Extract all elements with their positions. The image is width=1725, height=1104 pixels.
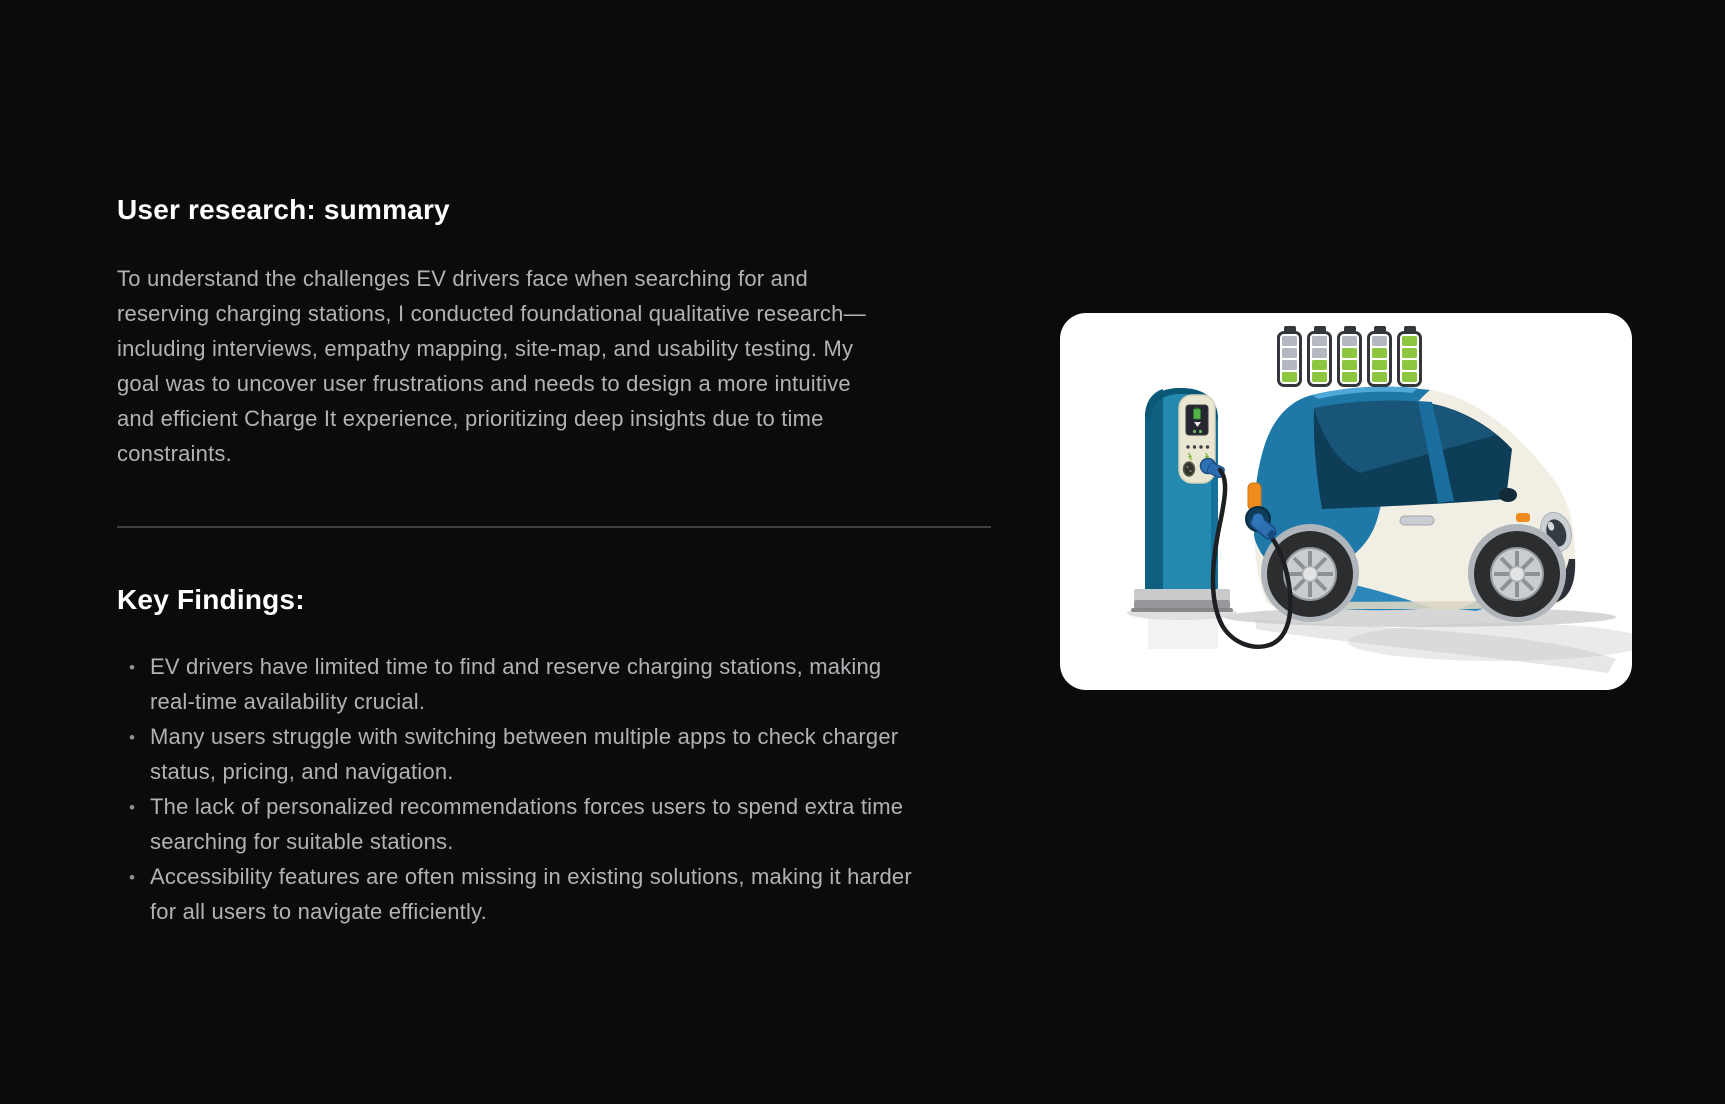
finding-item: • EV drivers have limited time to find and reserve charging stations, making real-time availability crucial. xyxy=(119,649,915,719)
bullet-dot: • xyxy=(129,798,136,817)
bullet-dot: • xyxy=(129,658,136,677)
battery-icon xyxy=(1367,331,1392,387)
side-mirror xyxy=(1499,488,1517,502)
battery-charge-indicator xyxy=(1277,331,1422,387)
battery-icon xyxy=(1337,331,1362,387)
section-divider xyxy=(117,526,991,528)
ground-shadow xyxy=(1127,606,1632,673)
research-summary-paragraph: To understand the challenges EV drivers face when searching for and reserving charging stations, I conducted foundational qualitative research—including interviews, empathy mapping, site-map, and usability testing. My goal was to uncover user frustrations and needs to design a more intuitive and efficient Charge It experience, prioritizing deep insights due to time constraints. xyxy=(117,266,866,466)
rear-indicator-light xyxy=(1248,483,1261,510)
rear-wheel xyxy=(1261,524,1359,622)
key-findings-list xyxy=(119,649,915,929)
charging-station xyxy=(1131,388,1233,612)
finding-item: • Accessibility features are often missing in existing solutions, making it harder for all users to navigate efficiently. xyxy=(119,859,915,929)
finding-item: • The lack of personalized recommendations forces users to spend extra time searching for suitable stations. xyxy=(119,789,915,859)
door-handle xyxy=(1400,516,1434,525)
battery-icon xyxy=(1307,331,1332,387)
front-wheel xyxy=(1468,524,1566,622)
ev-car xyxy=(1246,387,1576,622)
front-marker-light xyxy=(1516,513,1530,522)
finding-item: • Many users struggle with switching between multiple apps to check charger status, pricing, and navigation. xyxy=(119,719,915,789)
bullet-dot: • xyxy=(129,868,136,887)
key-findings-title: Key Findings: xyxy=(117,584,305,615)
screen-battery-icon xyxy=(1194,408,1201,420)
illustration-card xyxy=(1060,313,1632,690)
bullet-dot: • xyxy=(129,728,136,747)
station-socket xyxy=(1184,462,1195,476)
research-summary-title: User research: summary xyxy=(117,194,450,225)
battery-icon xyxy=(1277,331,1302,387)
battery-icon xyxy=(1397,331,1422,387)
